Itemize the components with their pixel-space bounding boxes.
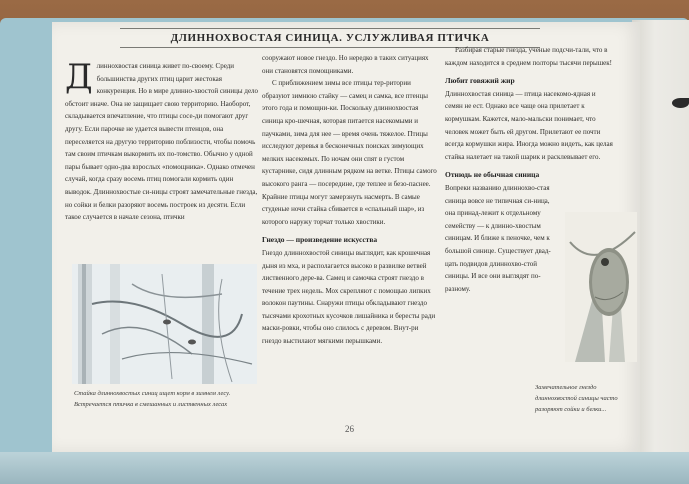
nest-art xyxy=(565,212,637,362)
drop-cap: Д xyxy=(65,57,93,97)
page-heading: ДЛИННОХВОСТАЯ СИНИЦА. УСЛУЖЛИВАЯ ПТИЧКА xyxy=(120,28,540,48)
right-page-edge xyxy=(632,20,689,460)
nest-illustration xyxy=(565,212,637,362)
col3-subhead-2: Отнюдь не обычная синица xyxy=(445,170,540,180)
photo-caption-right: Замечательное гнездо длиннохвостой синицы часто разоряют сойки и белки... xyxy=(535,384,618,413)
page-number: 26 xyxy=(345,424,354,434)
book-bottom-edge xyxy=(0,452,689,484)
col3-subhead-1: Любит говяжий жир xyxy=(445,76,515,86)
winter-forest-art xyxy=(72,264,257,384)
text-column-1 xyxy=(65,57,261,224)
bird-silhouette-icon xyxy=(672,98,689,108)
col2-paragraph-2: С приближением зимы все птицы тер-ритории образуют зимнюю стайку — самец и самка, все птенцы этого года и помощни-ки. Поскольку длиннохвостая синица кро-шечная, которая питается насекомыми и паучками, зима для нее — время очень тяжелое. Птицы исследуют деревья в бесконечных поисках зимующих мелких насекомых. По ночам они спят в густом кустарнике, сидя длинным рядком на ветке. Птицы самого высокого ранга — посередине, где теплее и безо-паснее. Крайние птицы могут замерзнуть насмерть. В самые студеные ночи стайка сбивается в «спальный шар», из которого наружу торчат только хвостики. xyxy=(262,79,437,226)
photo-caption-left: Стайка длиннохвостых синиц ищет корм в зимнем лесу. Встречается птичка в смешанных и лиственных лесах xyxy=(74,390,231,408)
winter-forest-illustration xyxy=(72,264,257,384)
col2-paragraph-1: сооружают новое гнездо. Но нередко в таких ситуациях они становятся помощниками. xyxy=(262,54,429,75)
col3-paragraph-2: Длиннохвостая синица — птица насекомо-ядная и семян не ест. Однако все чаще она прилетает к кормушкам. Кажется, мало-мальски понимает, что человек может быть ей другом. Прилетают ее почти всегда кормушки жира. Иногда можно видеть, как целая стайка налетает на такой шарик и расклевывает его. xyxy=(445,89,613,161)
text-column-2 xyxy=(262,52,438,348)
col1-text: линнохвостая синица живет по-своему. Среди большинства других птиц царит жестокая конкуренция. Но в мире длинно-хвостой синицы дело обстоит иначе. Она не защищает свою территорию. Наоборот, складывается впечатление, что птицы сосе-ди помогают друг другу. Если парочке не удается вывести птенцов, она переселяется на другую территорию поблизости, чтобы помочь там своим птичкам выкормить их по-томство. Обычно у одной пары бывает одно-два взрослых «помощника». Однако отмечен случай, когда сразу восемь птиц помогали кормить один выводок. Длиннохвостые си-ницы строят замечательные гнезда, но сойки и белки разоряют восемь построек из десяти. Если такое случается в начале сезона, птички xyxy=(65,62,259,222)
col3-paragraph-1: Разбирая старые гнезда, ученые подсчи-тали, что в каждом находится в среднем полторы тысячи перышек! xyxy=(445,46,612,67)
col3-paragraph-3: Вопреки названию длиннохво-стая синица вовсе не типичная си-ница, она принад-лежит к отдельному семейству — к длинно-хвостым синицам. И ближе к пеночке, чем к большой синице. Существует двад-цать подвидов длиннохво-стой синицы. И все они выглядят по-разному. xyxy=(445,183,551,293)
col2-subhead: Гнездо — произведение искусства xyxy=(262,235,378,245)
col2-paragraph-3: Гнездо длиннохвостой синицы выглядит, как крошечная дыня из мха, и располагается высоко в развилке ветвей лиственного дере-ва. Самец и самочка строят гнездо в течение трех недель. Мох скрепляют с помощью липких волокон паутины. Снаружи птицы обкладывают гнездо тысячами крохотных кусочков лишайника и бересты ради маски-ровки, чтобы оно слилось с деревом. Внут-ри гнездо выстилают мягкими перышками. xyxy=(262,248,436,346)
